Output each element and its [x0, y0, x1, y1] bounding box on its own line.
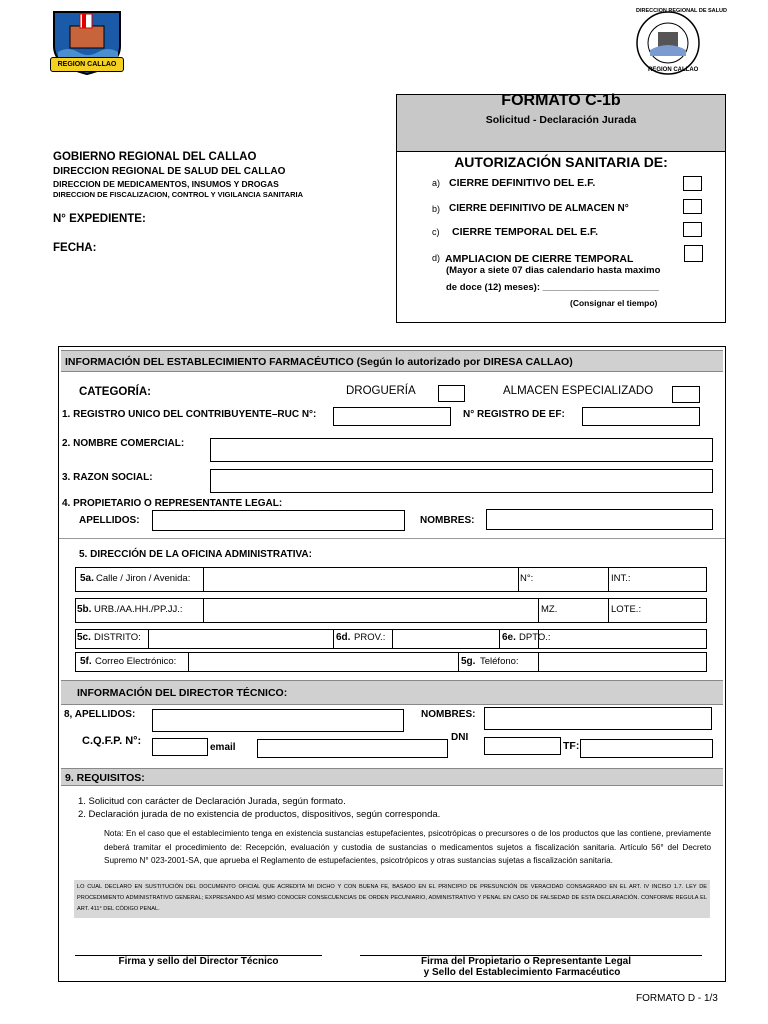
director-apellidos-input[interactable] — [152, 709, 404, 732]
auth-title: AUTORIZACIÓN SANITARIA DE: — [454, 154, 668, 170]
gov-line-2: DIRECCION REGIONAL DE SALUD DEL CALLAO — [53, 166, 286, 177]
footer-page: FORMATO D - 1/3 — [636, 993, 718, 1004]
nombre-comercial-input[interactable] — [210, 438, 713, 462]
propietario-signature-label-2: y Sello del Establecimiento Farmacéutico — [423, 967, 621, 978]
option-d-note-3: (Consignar el tiempo) — [570, 298, 658, 308]
propietario-label: 4. PROPIETARIO O REPRESENTANTE LEGAL: — [62, 498, 283, 509]
nota-text: Nota: En el caso que el establecimiento tenga en existencia sustancias estupefacientes, psicotrópicas o precursores o de los productos que las contiene, previamente deberá tramitar el procedimiento de: Recepción, evaluación y custodia de sustancias o medicamentos sujetos a fiscalización sanitaria. Artículo 56° del Decreto Supremo N° 023-2001-SA, que aprueba el Reglamento de estupefacientes, psicotrópicos y otras sustancias sujetas a fiscalización sanitaria. — [104, 829, 711, 865]
row-5c-label: DISTRITO: — [94, 632, 141, 643]
drogueria-checkbox[interactable] — [438, 385, 465, 402]
email-label: email — [210, 742, 236, 753]
director-apellidos-label: 8, APELLIDOS: — [64, 709, 136, 720]
row-6d-number: 6d. — [336, 632, 351, 643]
requisito-1: 1. Solicitud con carácter de Declaración Jurada, según formato. — [78, 796, 346, 807]
formato-title: FORMATO C-1b — [501, 92, 621, 109]
row-5b-number: 5b. — [77, 604, 92, 615]
requisito-2: 2. Declaración jurada de no existencia de productos, dispositivos, según corresponda. — [78, 809, 441, 820]
right-seal-ring-text: DIRECCION REGIONAL DE SALUD — [636, 8, 727, 14]
row-5f-label: Correo Electrónico: — [95, 656, 177, 667]
tf-input[interactable] — [580, 739, 713, 758]
option-d-letter: d) — [432, 253, 441, 263]
director-nombres-label: NOMBRES: — [421, 709, 476, 720]
propietario-nombres-label: NOMBRES: — [420, 515, 475, 526]
categoria-label: CATEGORÍA: — [79, 386, 151, 398]
row-5g-number: 5g. — [461, 656, 476, 667]
formato-subtitle: Solicitud - Declaración Jurada — [485, 114, 637, 126]
row-5a-label: Calle / Jiron / Avenida: — [96, 573, 191, 584]
dni-label: DNI — [451, 732, 469, 743]
option-c-letter: c) — [432, 227, 440, 237]
ruc-input[interactable] — [333, 407, 451, 426]
option-c-checkbox[interactable] — [683, 222, 702, 237]
director-signature-label: Firma y sello del Director Técnico — [118, 956, 279, 967]
drogueria-label: DROGUERÍA — [346, 385, 416, 397]
fecha-label: FECHA: — [53, 242, 97, 254]
establecimiento-header: INFORMACIÓN DEL ESTABLECIMIENTO FARMACÉUTICO (Según lo autorizado por DIRESA CALLAO) — [61, 350, 723, 372]
expediente-label: N° EXPEDIENTE: — [53, 213, 146, 225]
option-b-checkbox[interactable] — [683, 199, 702, 214]
almacen-checkbox[interactable] — [672, 386, 700, 403]
right-seal-bottom-text: REGION CALLAO — [648, 67, 699, 73]
almacen-label: ALMACEN ESPECIALIZADO — [503, 385, 654, 397]
option-a-letter: a) — [432, 178, 441, 188]
row-5g-label: Teléfono: — [480, 656, 519, 667]
direccion-divider — [59, 538, 725, 539]
dni-input[interactable] — [484, 737, 561, 755]
direccion-title: 5. DIRECCIÓN DE LA OFICINA ADMINISTRATIVA: — [79, 549, 312, 560]
option-d-note-1: (Mayor a siete 07 dias calendario hasta maximo — [446, 265, 661, 276]
option-d-text: AMPLIACION DE CIERRE TEMPORAL — [445, 253, 634, 265]
requisitos-header: 9. REQUISITOS: — [61, 768, 723, 786]
option-d-note-2: de doce (12) meses): ______________________ — [446, 282, 659, 293]
nombre-comercial-label: 2. NOMBRE COMERCIAL: — [62, 438, 185, 449]
row-5a-number: 5a. — [80, 573, 94, 584]
propietario-apellidos-label: APELLIDOS: — [79, 515, 140, 526]
row-5b-label: URB./AA.HH./PP.JJ.: — [94, 604, 183, 615]
option-d-checkbox[interactable] — [684, 245, 703, 262]
razon-social-input[interactable] — [210, 469, 713, 493]
option-a-checkbox[interactable] — [683, 176, 702, 191]
declaracion-text: LO CUAL DECLARO EN SUSTITUCIÓN DEL DOCUMENTO OFICIAL QUE ACREDITA MI DICHO Y CON BUENA FE, BASADO EN EL PRINCIPIO DE PRESUNCIÓN DE VERACIDAD CONSAGRADO EN EL ART. IV INCISO 1.7. LEY DE PROCEDIMIENTO ADMINISTRATIVO GENERAL; EXPRESANDO ASÍ MISMO CONOCER CONSECUENCIAS DE ORDEN PECUNIARIO, ADMINISTRATIVO Y PENAL EN CASO DE FALSEDAD DE ESTA DECLARACIÓN. CONFORME REGULA EL ART. 411° DEL CÓDIGO PENAL. — [74, 880, 710, 918]
registro-ef-label: N° REGISTRO DE EF: — [463, 409, 565, 420]
director-header: INFORMACIÓN DEL DIRECTOR TÉCNICO: — [61, 680, 723, 705]
int-label: INT.: — [611, 573, 631, 584]
gov-line-4: DIRECCION DE FISCALIZACION, CONTROL Y VIGILANCIA SANITARIA — [53, 190, 304, 199]
razon-social-label: 3. RAZON SOCIAL: — [62, 472, 153, 483]
lote-label: LOTE.: — [611, 604, 642, 615]
row-5c — [75, 629, 707, 649]
cqfp-label: C.Q.F.P. N°: — [82, 735, 142, 747]
option-c-text: CIERRE TEMPORAL DEL E.F. — [452, 226, 599, 238]
gov-line-1: GOBIERNO REGIONAL DEL CALLAO — [53, 151, 257, 163]
cqfp-input[interactable] — [152, 738, 208, 756]
propietario-signature-label-1: Firma del Propietario o Representante Legal — [420, 956, 632, 967]
row-5f-number: 5f. — [80, 656, 92, 667]
option-b-text: CIERRE DEFINITIVO DE ALMACEN N° — [449, 203, 629, 214]
email-input[interactable] — [257, 739, 448, 758]
registro-ef-input[interactable] — [582, 407, 700, 426]
gov-line-3: DIRECCION DE MEDICAMENTOS, INSUMOS Y DROGAS — [53, 179, 279, 189]
tf-label: TF: — [563, 740, 580, 752]
row-6e-number: 6e. — [502, 632, 516, 643]
option-b-letter: b) — [432, 204, 441, 214]
row-5c-number: 5c. — [77, 632, 91, 643]
option-a-text: CIERRE DEFINITIVO DEL E.F. — [449, 177, 596, 189]
propietario-nombres-input[interactable] — [486, 509, 713, 530]
director-nombres-input[interactable] — [484, 707, 712, 730]
propietario-apellidos-input[interactable] — [152, 510, 405, 531]
left-logo-caption: REGION CALLAO — [50, 57, 124, 72]
ruc-label: 1. REGISTRO UNICO DEL CONTRIBUYENTE–RUC N°: — [62, 409, 317, 420]
mz-label: MZ. — [541, 604, 558, 615]
row-6d-label: PROV.: — [354, 632, 386, 643]
row-6e-label: DPTO.: — [519, 632, 551, 643]
numero-label: N°: — [520, 573, 534, 584]
